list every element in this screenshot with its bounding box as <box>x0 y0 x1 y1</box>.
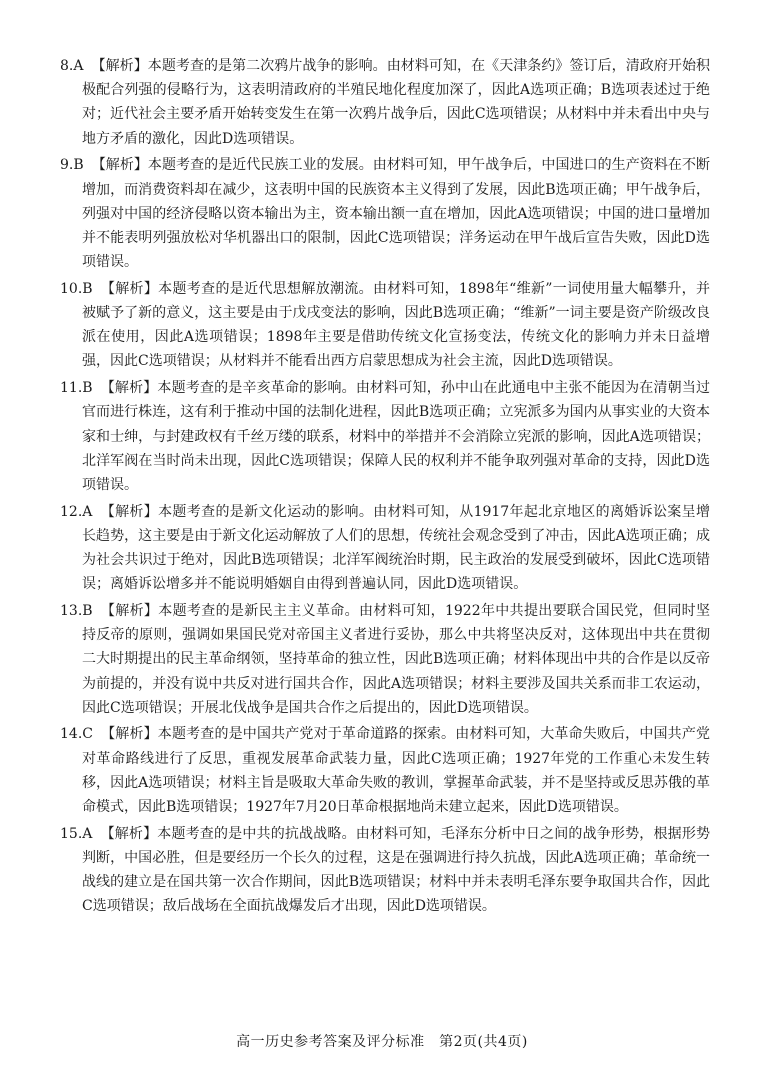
question-number: 15. <box>60 825 83 842</box>
page-footer: 高一历史参考答案及评分标准 第2页(共4页) <box>236 1034 528 1050</box>
question-number: 14. <box>60 726 83 743</box>
answer-item-14 <box>60 722 710 819</box>
explanation-text: 【解析】本题考查的是近代民族工业的发展。由材料可知，甲午战争后，中国进口的生产资料在不断增加，而消费资料却在减少，这表明中国的民族资本主义得到了发展，因此B选项正确；甲午战争后，列强对中国的经济侵略以资本输出为主，资本输出额一直在增加，因此A选项错误；中国的进口量增加并不能表明列强放松对华机器出口的限制，因此C选项错误；洋务运动在甲午战后宣告失败，因此D选项错误。 <box>82 157 710 271</box>
answer-letter: B <box>82 380 93 397</box>
answer-item-8 <box>60 54 710 151</box>
answer-key-page <box>60 54 710 921</box>
explanation-text: 【解析】本题考查的是第二次鸦片战争的影响。由材料可知，在《天津条约》签订后，清政府开始积极配合列强的侵略行为，这表明清政府的半殖民地化程度加深了，因此A选项正确；B选项表述过于绝对；近代社会主要矛盾开始转变发生在第一次鸦片战争后，因此C选项错误；从材料中并未看出中央与地方矛盾的激化，因此D选项错误。 <box>82 58 710 147</box>
question-number: 8. <box>60 58 74 74</box>
explanation-text: 【解析】本题考查的是辛亥革命的影响。由材料可知，孙中山在此通电中主张不能因为在清朝当过官而进行株连，这有利于推动中国的法制化进程，因此B选项正确；立宪派多为国内从事实业的大资本家和士绅，与封建政权有千丝万缕的联系，材料中的举措并不会消除立宪派的影响，因此A选项错误；北洋军阀在当时尚未出现，因此C选项错误；保障人民的权利并不能争取列强对革命的支持，因此D选项错误。 <box>82 380 710 493</box>
answer-item-13 <box>60 599 710 720</box>
question-number: 9. <box>60 157 74 174</box>
question-number: 12. <box>60 503 83 520</box>
answer-letter: B <box>73 157 84 174</box>
answer-letter: B <box>82 602 93 619</box>
explanation-text: 【解析】本题考查的是新文化运动的影响。由材料可知，从1917年起北京地区的离婚诉讼案呈增长趋势，这主要是由于新文化运动解放了人们的思想，传统社会观念受到了冲击，因此A选项正确；成为社会共识过于绝对，因此B选项错误；北洋军阀统治时期，民主政治的发展受到破坏，因此C选项错误；离婚诉讼增多并不能说明婚姻自由得到普遍认同，因此D选项错误。 <box>82 503 710 593</box>
answer-letter: B <box>82 280 93 297</box>
explanation-text: 【解析】本题考查的是新民主主义革命。由材料可知，1922年中共提出要联合国民党，但同时坚持反帝的原则，强调如果国民党对帝国主义者进行妥协，那么中共将坚决反对，这体现出中共在贯彻二大时期提出的民主革命纲领，坚持革命的独立性，因此B选项正确；材料体现出中共的合作是以反帝为前提的，并没有说中共反对进行国共合作，因此A选项错误；材料主要涉及国共关系而非工农运动，因此C选项错误；开展北伐战争是国共合作之后提出的，因此D选项错误。 <box>82 602 710 716</box>
explanation-text: 【解析】本题考查的是中共的抗战战略。由材料可知，毛泽东分析中日之间的战争形势，根据形势判断，中国必胜，但是要经历一个长久的过程，这是在强调进行持久抗战，因此A选项正确；革命统一战线的建立是在国共第一次合作期间，因此B选项错误；材料中并未表明毛泽东要争取国共合作，因此C选项错误；敌后战场在全面抗战爆发后才出现，因此D选项错误。 <box>82 825 710 915</box>
answer-letter: A <box>82 503 93 520</box>
question-number: 11. <box>60 380 83 397</box>
answer-letter: C <box>82 726 93 743</box>
answer-item-12 <box>60 500 710 597</box>
question-number: 13. <box>60 602 83 619</box>
answer-item-11 <box>60 376 710 497</box>
answer-item-10 <box>60 277 710 374</box>
explanation-text: 【解析】本题考查的是中国共产党对于革命道路的探索。由材料可知，大革命失败后，中国共产党对革命路线进行了反思，重视发展革命武装力量，因此C选项正确；1927年党的工作重心未发生转移，因此A选项错误；材料主旨是吸取大革命失败的教训，掌握革命武装，并不是坚持或反思苏俄的革命模式，因此B选项错误；1927年7月20日革命根据地尚未建立起来，因此D选项错误。 <box>82 726 710 816</box>
explanation-text: 【解析】本题考查的是近代思想解放潮流。由材料可知，1898年“维新”一词使用量大幅攀升，并被赋予了新的意义，这主要是由于戊戌变法的影响，因此B选项正确；“维新”一词主要是资产阶级改良派在使用，因此A选项错误；1898年主要是借助传统文化宣扬变法，传统文化的影响力并未日益增强，因此C选项错误；从材料并不能看出西方启蒙思想成为社会主流，因此D选项错误。 <box>82 280 710 370</box>
answer-item-15 <box>60 822 710 919</box>
answer-letter: A <box>82 825 93 842</box>
question-number: 10. <box>60 280 83 297</box>
answer-item-9 <box>60 153 710 274</box>
answer-letter: A <box>73 58 84 74</box>
